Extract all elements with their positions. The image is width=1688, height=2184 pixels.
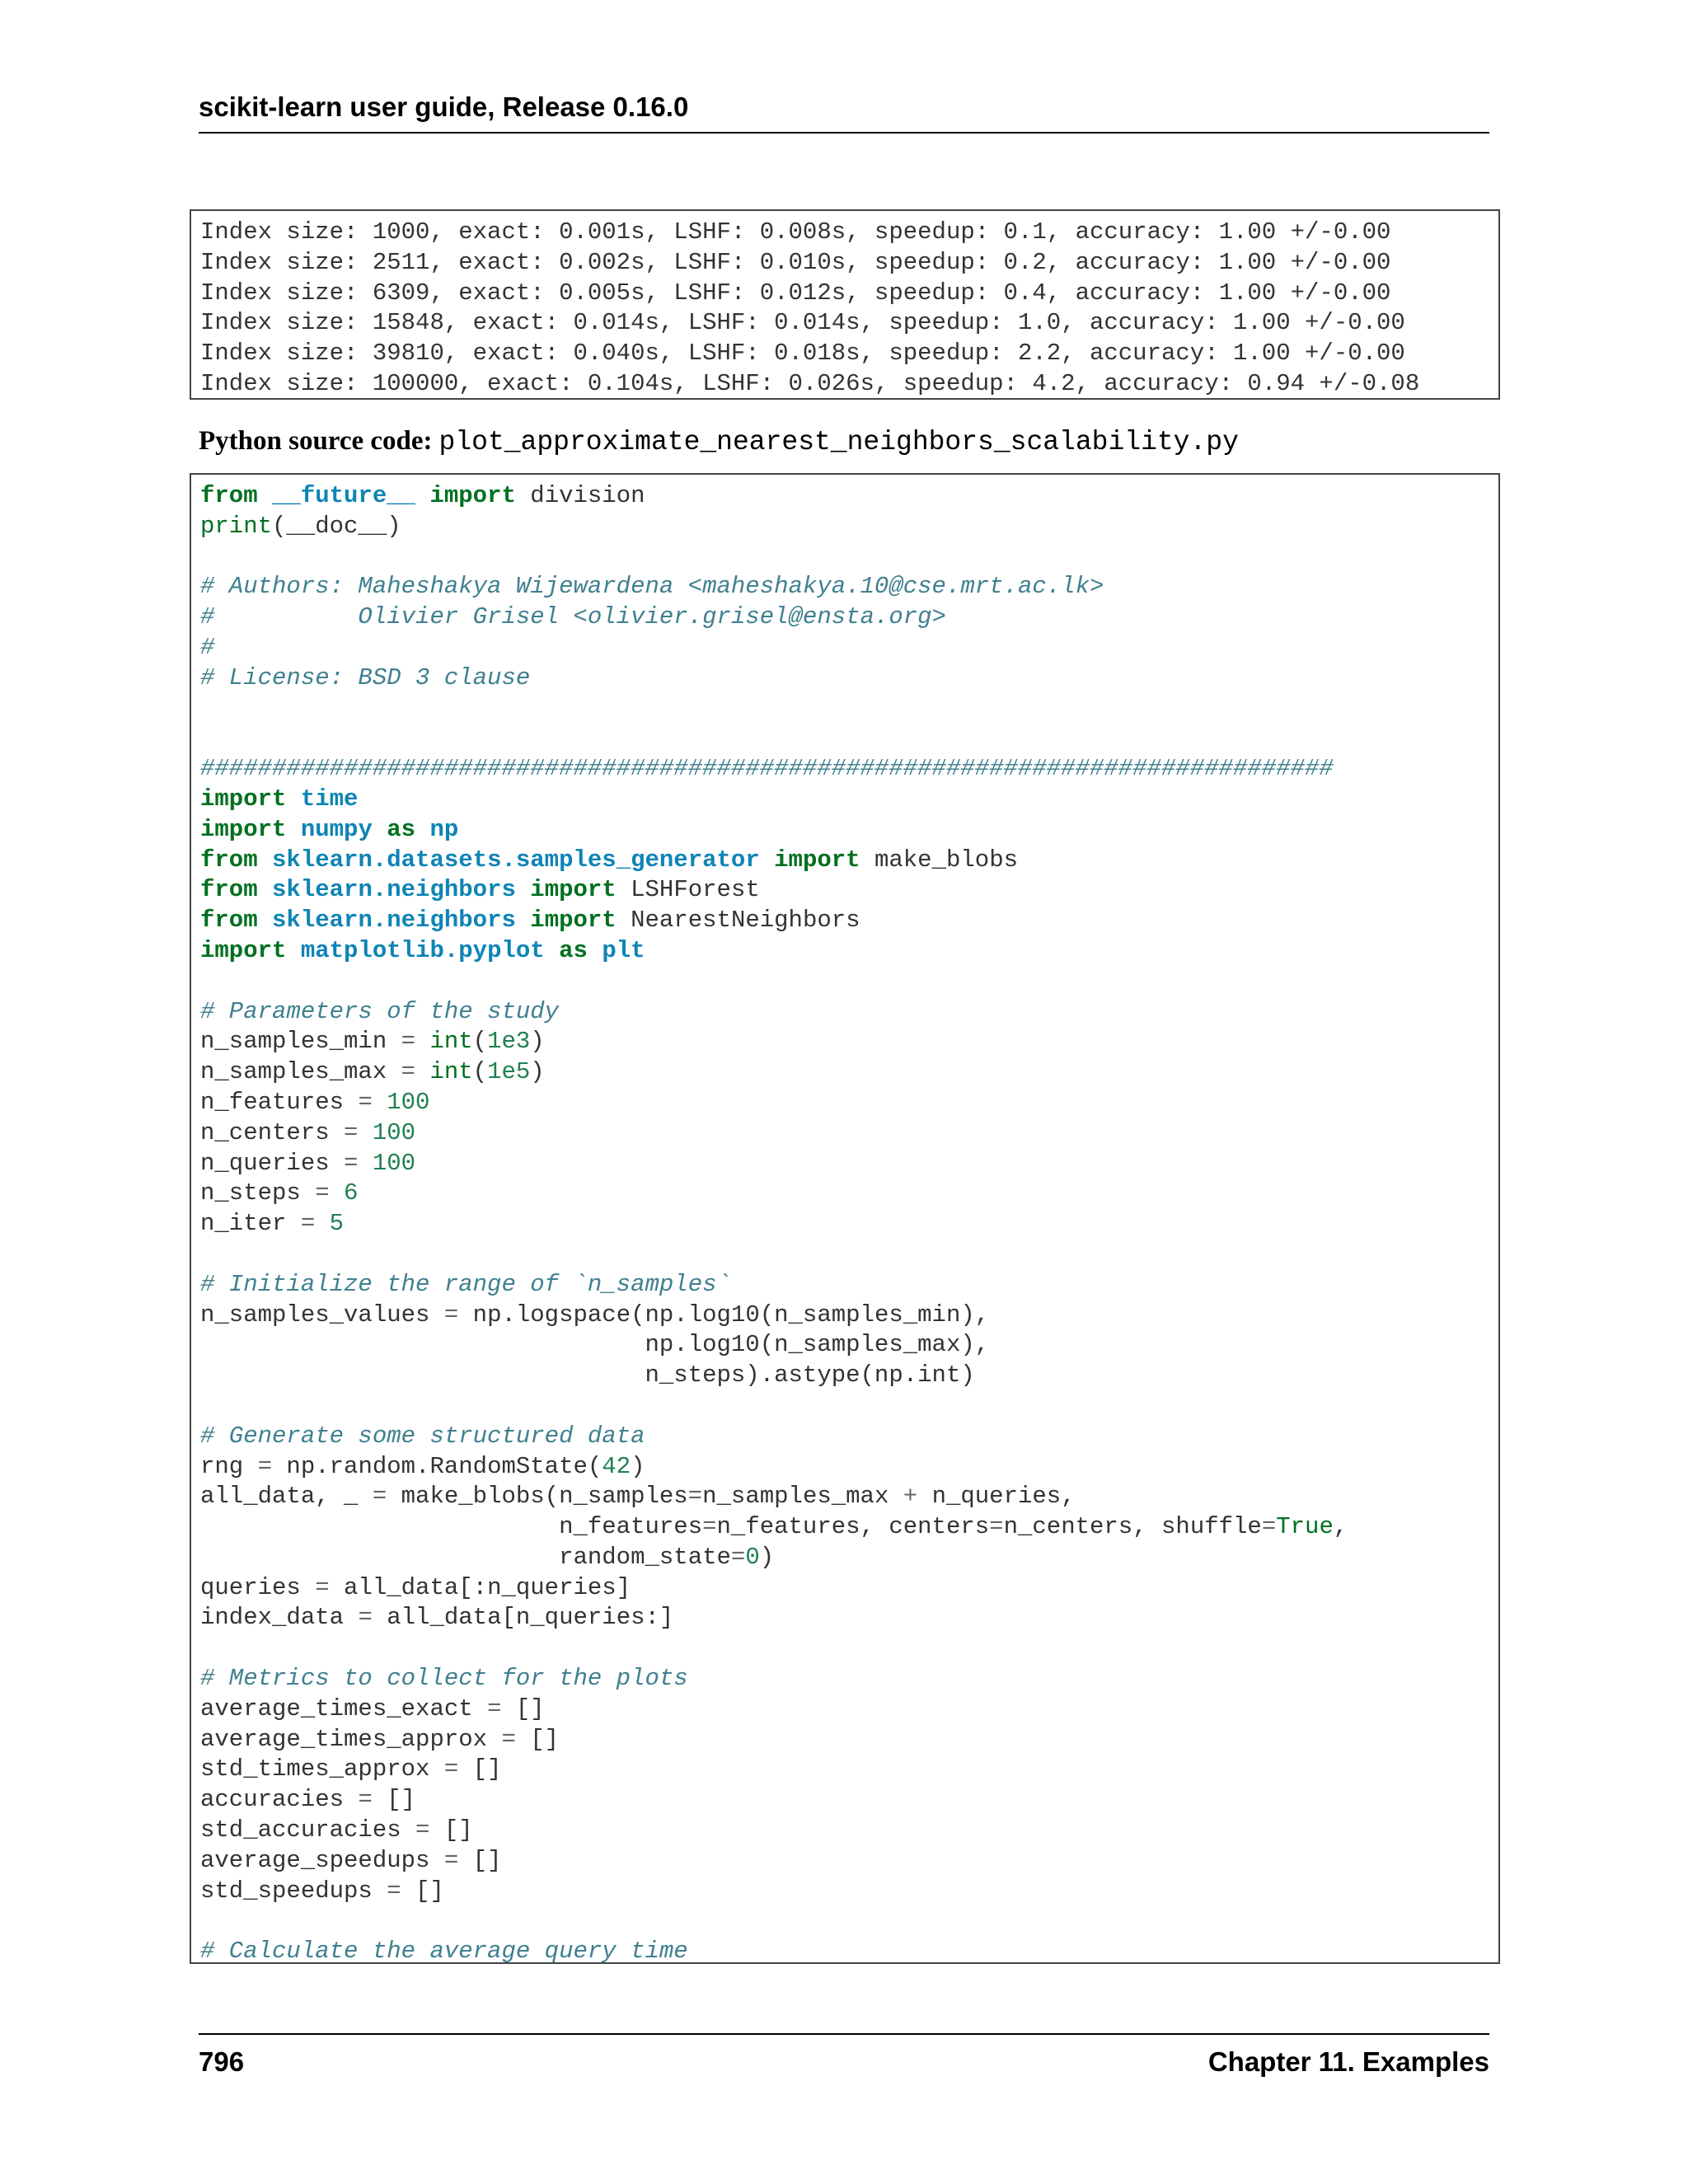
code-token: = xyxy=(315,1573,330,1601)
code-token: n_iter xyxy=(200,1210,301,1238)
code-line xyxy=(200,633,1498,663)
code-token: # Generate some structured data xyxy=(200,1422,645,1450)
source-filename: plot_approximate_nearest_neighbors_scalability.py xyxy=(438,427,1239,457)
code-token: from xyxy=(200,846,258,874)
code-token: 100 xyxy=(372,1118,416,1146)
code-token: import xyxy=(200,815,287,843)
code-token: plt xyxy=(602,936,645,964)
code-line xyxy=(200,1209,1498,1240)
code-token: time xyxy=(300,785,359,813)
code-token: as xyxy=(387,815,416,843)
code-token: all_data[:n_queries] xyxy=(329,1573,631,1601)
code-token: 100 xyxy=(372,1149,416,1177)
output-line: Index size: 2511, exact: 0.002s, LSHF: 0.010s, speedup: 0.2, accuracy: 1.00 +/-0.00 xyxy=(200,248,1391,276)
code-token: from xyxy=(200,482,258,509)
source-label-text: Python source code: xyxy=(199,426,433,456)
page-footer xyxy=(199,2033,1489,2084)
code-token: 6 xyxy=(344,1179,359,1207)
code-token: = xyxy=(989,1513,1004,1541)
code-line xyxy=(200,875,1498,906)
code-token: std_times_approx xyxy=(200,1755,444,1783)
code-line xyxy=(200,724,1498,754)
code-token: all_data[n_queries:] xyxy=(372,1604,674,1632)
code-token xyxy=(315,1210,329,1237)
code-token: [] xyxy=(458,1755,502,1783)
code-token: np.random.RandomState( xyxy=(272,1452,603,1480)
code-token: # License: BSD 3 clause xyxy=(200,663,531,691)
code-line xyxy=(200,1785,1498,1816)
code-line xyxy=(200,1149,1498,1179)
code-token: (__doc__) xyxy=(272,512,401,540)
code-token: , xyxy=(1333,1513,1348,1541)
code-line xyxy=(200,1725,1498,1755)
code-token: n_steps xyxy=(200,1179,316,1207)
code-token: ) xyxy=(530,1028,545,1056)
code-token xyxy=(358,1119,372,1146)
code-token xyxy=(415,1028,429,1055)
code-line xyxy=(200,936,1498,967)
code-token: import xyxy=(200,785,287,813)
code-token: queries xyxy=(200,1573,316,1601)
code-token: = xyxy=(257,1452,273,1480)
code-token xyxy=(516,907,530,934)
code-token: = xyxy=(344,1149,359,1177)
code-token xyxy=(373,816,387,843)
code-token: = xyxy=(487,1694,502,1722)
code-token xyxy=(286,937,300,964)
code-token: sklearn.datasets.samples_generator xyxy=(272,846,760,874)
code-token: = xyxy=(387,1877,401,1905)
code-token: import xyxy=(774,846,860,874)
code-line xyxy=(200,1482,1498,1512)
code-line xyxy=(200,1452,1498,1483)
code-line xyxy=(200,785,1498,815)
code-line xyxy=(200,1603,1498,1633)
code-token: accuracies xyxy=(200,1786,359,1814)
code-token xyxy=(760,846,774,874)
code-line xyxy=(200,1088,1498,1118)
code-token: n_samples_max xyxy=(702,1483,903,1511)
code-token: int xyxy=(429,1028,473,1056)
code-token: = xyxy=(730,1543,746,1571)
code-token: = xyxy=(702,1513,717,1541)
code-token: + xyxy=(903,1483,918,1511)
code-line xyxy=(200,1027,1498,1057)
code-token: sklearn.neighbors xyxy=(272,907,516,935)
output-line: Index size: 100000, exact: 0.104s, LSHF: 0.026s, speedup: 4.2, accuracy: 0.94 +/-0.08 xyxy=(200,369,1420,397)
chapter-title: Chapter 11. Examples xyxy=(1207,2046,1489,2077)
code-token: import xyxy=(200,936,287,964)
code-line xyxy=(200,754,1498,785)
code-token: ) xyxy=(530,1058,545,1086)
code-token: from xyxy=(200,876,258,904)
output-line: Index size: 39810, exact: 0.040s, LSHF: 0.018s, speedup: 2.2, accuracy: 1.00 +/-0.00 xyxy=(200,340,1405,368)
code-token: ( xyxy=(472,1028,488,1056)
code-token: = xyxy=(300,1210,316,1238)
code-line xyxy=(200,542,1498,573)
code-line xyxy=(200,1330,1498,1361)
code-token: np xyxy=(429,815,459,843)
code-line xyxy=(200,1846,1498,1877)
code-line xyxy=(200,967,1498,997)
code-token: average_times_exact xyxy=(200,1694,488,1722)
code-token: rng xyxy=(200,1452,258,1480)
code-token: 0 xyxy=(745,1543,760,1571)
code-token xyxy=(373,1089,387,1116)
code-token: n_steps).astype(np.int) xyxy=(200,1361,975,1390)
code-token xyxy=(286,816,300,843)
code-token xyxy=(358,1150,372,1177)
code-line xyxy=(200,1512,1498,1543)
code-line xyxy=(200,1179,1498,1209)
code-token: numpy xyxy=(300,815,373,843)
code-token: make_blobs(n_samples xyxy=(387,1483,688,1511)
code-token: import xyxy=(530,907,617,935)
code-token: std_accuracies xyxy=(200,1816,416,1844)
code-line xyxy=(200,1877,1498,1907)
code-line xyxy=(200,846,1498,876)
code-line xyxy=(200,663,1498,694)
code-token xyxy=(415,816,429,843)
code-token: 100 xyxy=(387,1088,430,1116)
code-token: = xyxy=(344,1118,359,1146)
code-token: # Initialize the range of `n_samples` xyxy=(200,1270,731,1298)
code-token xyxy=(330,1179,344,1207)
code-token xyxy=(545,937,559,964)
source-code-block xyxy=(190,473,1500,1964)
code-token: n_samples_max xyxy=(200,1058,401,1086)
code-token: as xyxy=(559,936,588,964)
header-title: scikit-learn user guide, Release 0.16.0 xyxy=(199,91,689,122)
code-token: matplotlib.pyplot xyxy=(300,936,545,964)
code-token: random_state xyxy=(200,1543,731,1571)
code-token: make_blobs xyxy=(860,846,1018,874)
code-token xyxy=(258,876,272,903)
code-token: division xyxy=(515,482,645,509)
code-line xyxy=(200,602,1498,633)
code-token: ) xyxy=(631,1452,645,1480)
code-token: # Metrics to collect for the plots xyxy=(200,1665,688,1693)
code-token: import xyxy=(530,876,617,904)
code-token xyxy=(415,1058,429,1085)
code-token: [] xyxy=(401,1877,444,1905)
code-line xyxy=(200,1240,1498,1270)
code-token: [] xyxy=(429,1816,473,1844)
code-line xyxy=(200,481,1498,512)
code-token: n_features xyxy=(200,1088,359,1116)
code-token xyxy=(258,907,272,934)
code-token: 5 xyxy=(329,1210,345,1238)
code-token: = xyxy=(358,1088,373,1116)
code-token: n_centers, shuffle xyxy=(1003,1513,1262,1541)
code-token: n_queries, xyxy=(917,1483,1076,1511)
code-token: # Olivier Grisel <olivier.grisel@ensta.org> xyxy=(200,603,946,631)
code-token: np.logspace(np.log10(n_samples_min), xyxy=(458,1301,990,1329)
code-token: [] xyxy=(501,1694,545,1722)
source-code-label xyxy=(199,420,1239,462)
code-line xyxy=(200,1755,1498,1785)
code-token: [] xyxy=(372,1786,416,1814)
code-token: n_features xyxy=(200,1513,703,1541)
code-token: NearestNeighbors xyxy=(616,907,860,935)
code-token: print xyxy=(200,512,273,540)
code-token: average_speedups xyxy=(200,1846,444,1874)
code-line xyxy=(200,1906,1498,1937)
code-token: from xyxy=(200,907,258,935)
code-token: ( xyxy=(472,1058,488,1086)
code-token: 1e5 xyxy=(487,1058,531,1086)
code-token: np.log10(n_samples_max), xyxy=(200,1331,990,1359)
code-token: import xyxy=(429,482,516,509)
code-line xyxy=(200,997,1498,1028)
code-token xyxy=(516,876,530,903)
code-token: n_samples_min xyxy=(200,1028,401,1056)
code-token: n_samples_values xyxy=(200,1301,444,1329)
code-token: = xyxy=(315,1179,330,1207)
code-token: average_times_approx xyxy=(200,1725,502,1753)
code-token: = xyxy=(1261,1513,1277,1541)
code-line xyxy=(200,1694,1498,1725)
code-token: n_features, centers xyxy=(716,1513,990,1541)
code-token: std_speedups xyxy=(200,1877,387,1905)
code-token: all_data, _ xyxy=(200,1483,373,1511)
output-line: Index size: 15848, exact: 0.014s, LSHF: 0.014s, speedup: 1.0, accuracy: 1.00 +/-0.00 xyxy=(200,309,1405,337)
code-token: 42 xyxy=(602,1452,631,1480)
code-token: __future__ xyxy=(272,482,416,509)
code-line xyxy=(200,512,1498,542)
code-token: = xyxy=(358,1604,373,1632)
code-token xyxy=(588,937,602,964)
code-line xyxy=(200,1391,1498,1422)
code-token: = xyxy=(415,1816,430,1844)
code-token: [] xyxy=(458,1846,502,1874)
code-token: n_queries xyxy=(200,1149,345,1177)
code-token: # Calculate the average query time xyxy=(200,1938,688,1964)
code-line xyxy=(200,1543,1498,1573)
code-token: ) xyxy=(759,1543,775,1571)
code-token xyxy=(286,785,300,813)
code-token: = xyxy=(401,1058,416,1086)
code-line xyxy=(200,572,1498,602)
code-line xyxy=(200,1937,1498,1964)
code-token: = xyxy=(358,1786,373,1814)
output-line: Index size: 1000, exact: 0.001s, LSHF: 0.008s, speedup: 0.1, accuracy: 1.00 +/-0.00 xyxy=(200,218,1391,246)
code-line xyxy=(200,1118,1498,1149)
code-token: 1e3 xyxy=(487,1028,531,1056)
code-token: int xyxy=(429,1058,473,1086)
code-line xyxy=(200,1422,1498,1452)
code-token: sklearn.neighbors xyxy=(272,876,516,904)
code-line xyxy=(200,1816,1498,1846)
code-token: = xyxy=(443,1846,459,1874)
code-token: True xyxy=(1276,1513,1334,1541)
code-token: = xyxy=(687,1483,703,1511)
code-token: LSHForest xyxy=(616,876,760,904)
code-line xyxy=(200,1633,1498,1664)
code-token: = xyxy=(401,1028,416,1056)
code-line xyxy=(200,1664,1498,1694)
code-token: ############################################################################### xyxy=(200,755,1334,783)
code-token: index_data xyxy=(200,1604,359,1632)
code-line xyxy=(200,815,1498,846)
code-token: = xyxy=(443,1301,459,1329)
code-token xyxy=(258,482,272,509)
code-line xyxy=(200,694,1498,724)
code-line xyxy=(200,906,1498,936)
code-line xyxy=(200,1361,1498,1391)
code-token: = xyxy=(443,1755,459,1783)
code-token: n_centers xyxy=(200,1118,345,1146)
code-token: # Parameters of the study xyxy=(200,997,560,1025)
page-number: 796 xyxy=(199,2046,245,2077)
output-code-block xyxy=(190,209,1500,400)
code-token xyxy=(258,846,272,874)
code-line xyxy=(200,1573,1498,1604)
code-token xyxy=(415,482,429,509)
page-header xyxy=(199,92,1489,134)
code-token: # xyxy=(200,633,215,661)
code-line xyxy=(200,1057,1498,1088)
output-line: Index size: 6309, exact: 0.005s, LSHF: 0.012s, speedup: 0.4, accuracy: 1.00 +/-0.00 xyxy=(200,279,1391,307)
code-token: = xyxy=(372,1483,387,1511)
code-line xyxy=(200,1270,1498,1301)
code-token: = xyxy=(501,1725,516,1753)
code-token: [] xyxy=(515,1725,560,1753)
code-line xyxy=(200,1301,1498,1331)
code-token: # Authors: Maheshakya Wijewardena <maheshakya.10@cse.mrt.ac.lk> xyxy=(200,573,1104,601)
